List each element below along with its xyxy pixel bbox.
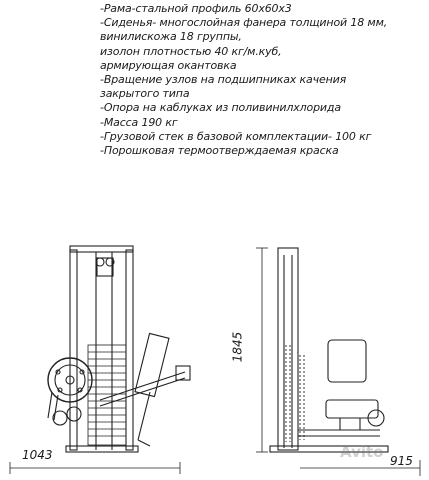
spec-frame: -Рама-стальной профиль 60х60х3 [100,2,292,15]
side-view-machine [256,248,420,476]
spec-seat-vinyl: винилискожа 18 группы, [100,30,242,44]
spec-feet: -Опора на каблуках из поливинилхлорида [100,101,341,115]
spec-stack: -Грузовой стек в базовой комплектации- 100 кг [100,129,372,143]
spec-paint: -Порошковая термоотверждаемая краска [100,144,339,158]
front-width-dimension: 1043 [22,448,53,462]
spec-seat-edging: армирующая окантовка [100,58,237,72]
specifications-list [100,2,425,158]
spec-seat-izolon: изолон плотностью 40 кг/м.куб, [100,44,282,58]
spec-seat: -Сиденья- многослойная фанера толщиной 18 мм, [100,16,388,30]
front-view-machine [10,246,190,474]
spec-bearings-type: закрытого типа [100,87,190,101]
spec-bearings: -Вращение узлов на подшипниках качения [100,73,347,87]
spec-mass: -Масса 190 кг [100,115,178,129]
height-dimension: 1845 [230,331,245,363]
avito-watermark: Avito [340,443,384,461]
side-depth-dimension: 915 [390,454,413,468]
